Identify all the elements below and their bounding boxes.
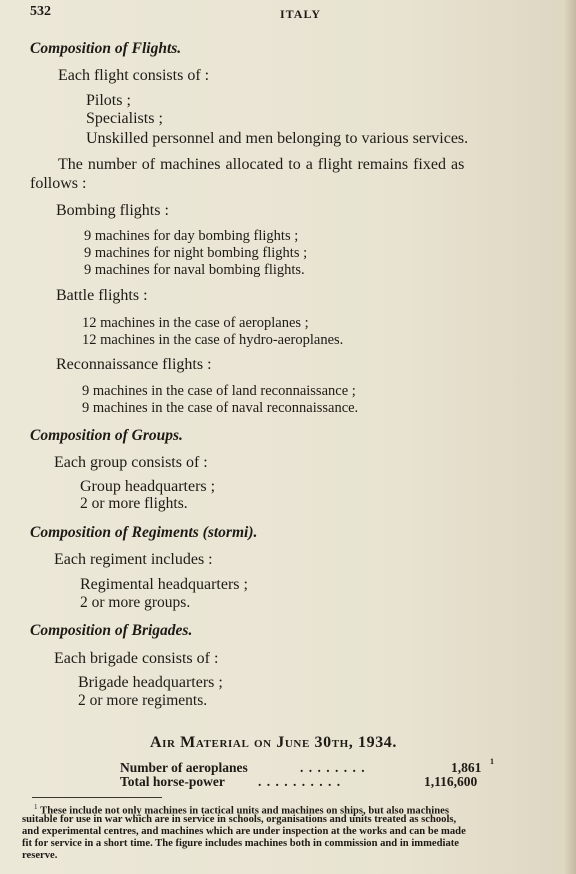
- footnote-marker: 1: [34, 803, 38, 811]
- footnote-line: suitable for use in war which are in service in schools, organisations and units treated as schools,: [22, 814, 457, 825]
- page-number: 532: [30, 4, 51, 19]
- section-heading-flights: Composition of Flights.: [30, 40, 182, 57]
- footnote-line: and experimental centres, and machines which are under inspection at the works and can be made: [22, 826, 466, 837]
- table-row-value: 1,861: [451, 760, 482, 775]
- list-item: 2 or more regiments.: [78, 692, 208, 709]
- list-item: Regimental headquarters ;: [80, 576, 248, 593]
- regiments-intro: Each regiment includes :: [54, 551, 213, 568]
- footnote-line: fit for service in a short time. The figure includes machines both in commission and in immediate: [22, 838, 459, 849]
- list-item: 9 machines for naval bombing flights.: [84, 262, 305, 278]
- section-heading-brigades: Composition of Brigades.: [30, 622, 193, 639]
- footnote-line: reserve.: [22, 850, 58, 861]
- list-item: Pilots ;: [86, 92, 131, 109]
- flights-paragraph-line-1: The number of machines allocated to a flight remains fixed as: [58, 156, 465, 173]
- list-item: 9 machines for day bombing flights ;: [84, 228, 299, 244]
- list-item: 9 machines for night bombing flights ;: [84, 245, 308, 261]
- groups-intro: Each group consists of :: [54, 454, 208, 471]
- table-row-value: 1,116,600: [424, 774, 478, 789]
- page-edge-shadow: [564, 0, 576, 874]
- flights-intro: Each flight consists of :: [58, 67, 210, 84]
- list-item: 12 machines in the case of hydro-aeroplanes.: [82, 332, 344, 348]
- section-heading-regiments: Composition of Regiments (stormi).: [30, 524, 258, 541]
- footnote-reference: 1: [490, 757, 494, 766]
- brigades-intro: Each brigade consists of :: [54, 650, 219, 667]
- reconnaissance-flights-label: Reconnaissance flights :: [56, 356, 212, 373]
- list-item: 12 machines in the case of aeroplanes ;: [82, 315, 309, 331]
- table-row-label: Number of aeroplanes: [120, 760, 248, 775]
- list-item: 2 or more flights.: [80, 495, 188, 512]
- table-row-dots: . . . . . . . . . .: [258, 774, 342, 789]
- footnote-rule: [32, 797, 162, 798]
- table-row-dots: . . . . . . . .: [300, 760, 366, 775]
- list-item: Brigade headquarters ;: [78, 674, 223, 691]
- list-item: Group headquarters ;: [80, 478, 216, 495]
- list-item: 9 machines in the case of land reconnaissance ;: [82, 383, 356, 399]
- table-row-label: Total horse-power: [120, 774, 225, 789]
- battle-flights-label: Battle flights :: [56, 287, 148, 304]
- list-item: 9 machines in the case of naval reconnaissance.: [82, 400, 359, 416]
- bombing-flights-label: Bombing flights :: [56, 202, 169, 219]
- list-item: Specialists ;: [86, 110, 163, 127]
- flights-paragraph-line-2: follows :: [30, 175, 87, 192]
- list-item: 2 or more groups.: [80, 594, 191, 611]
- footnote-line: These include not only machines in tactical units and machines on ships, but also machines: [40, 805, 449, 817]
- list-item: Unskilled personnel and men belonging to various services.: [86, 130, 469, 147]
- section-heading-groups: Composition of Groups.: [30, 427, 183, 444]
- running-title: ITALY: [280, 7, 322, 21]
- air-material-title: Air Material on June 30th, 1934.: [150, 734, 398, 751]
